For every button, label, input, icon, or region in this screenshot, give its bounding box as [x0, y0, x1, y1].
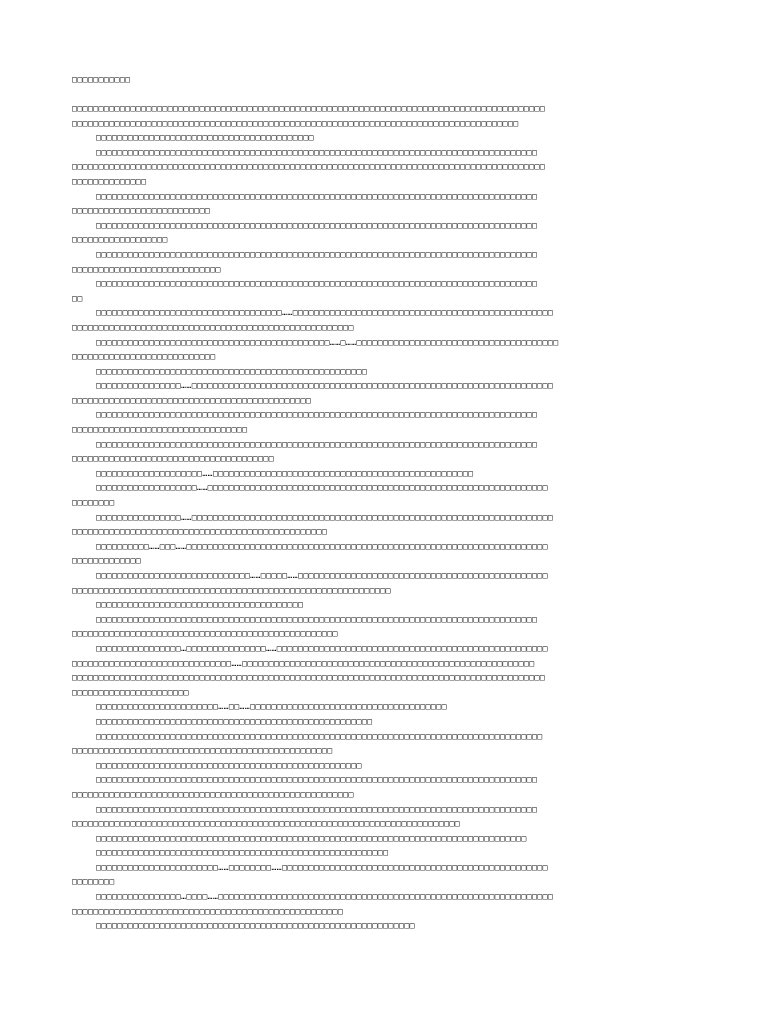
- text-line: □□□□□□□□□□□□□□□□……□□□□□□□□□□□□□□□□□□□□□□□□□□□□□□□□□□□□□□□□□□□□□□□□□□□□□□□□□□□□□□□□□□□□: [96, 381, 554, 391]
- text-line: □□□□□□□□□□□□□□□□□□□□□□: [72, 687, 189, 697]
- text-line: □□□□□□□□□□□□□□□□□□□□□□□□□□□□□□□□□□□□□□□□□□□□□□□□□□□□□: [72, 789, 354, 799]
- text-line: □□□□□□□□□□□□□□□□……□□□□□□□□□□□□□□□□□□□□□□□□□□□□□□□□□□□□□□□□□□□□□□□□□□□□□□□□□□□□□□□□□□□□: [96, 512, 554, 522]
- text-line: □□□□□□□□□□□□□□□□□□□□□□□□□□□□□□□□□□□□□□□□□□□□□□□□□□□□□□□□□□□□□□□□□□□□□□□□□□□□□□□□□□□: [96, 147, 538, 157]
- text-line: □□□□□□□□□□□□□□□□□□□□□□□□□□□□□□□□□□□□□□□□□□□□□□□□□□□□□□□□□□□□□□□□□□□□□□□□□□□□□□□□□□□: [96, 439, 538, 449]
- text-line: □□□□□□□□□□□□□□□□□□□□□□□□□□□□□□□□□□□□□□□□□□□□□□□□□□□□□□□□□□□□□□□□□□□□□□□□□□□□□□□□□□□: [96, 249, 538, 259]
- text-line: □□□□□□□□□□□□□□□□□□□□□□□□□□□□□……□□□□□……□□□□□□□□□□□□□□□□□□□□□□□□□□□□□□□□□□□□□□□□□□□□□□□: [96, 571, 548, 580]
- text-line: □□□□□□□□□□□□□□□□□□□□□□□□□□□□□□□□□□□□□□□□□□□□□□□□□□□□□□□□□□□□□□□□□□□□□□□□□: [72, 819, 461, 829]
- text-line: □□□□□□□□□□□□□□□□□□□□□□□□□□□□□□□□□□□……□□□□□□□□□□□□□□□□□□□□□□□□□□□□□□□□□□□□□□□□□□□□□□□□□: [96, 308, 554, 318]
- text-line: □□□□□□□□□□□□□□□□□□□□□□□□□□□□□□□□□□□□□□□□□□□□……□……□□□□□□□□□□□□□□□□□□□□□□□□□□□□□□□□□□□□□□: [96, 337, 559, 347]
- text-line: □□□□□□□□□□□□□□□□□□□□□□□□□□□□□□□□□□□□□□□□□□□□□□□□□□□: [96, 366, 368, 376]
- text-line: □□□□□□□□□□□□□□□□□□□□□□□□□□□□□□□□□□□□□□□□□□□□□□□□□□□□□□□□□□□□□□□□□□□□□□□□□□□□□□□□□□□□□□□□□: [72, 673, 546, 683]
- text-line: □□□□□□□□□□□□□□□□□□□□□□□□□□□□□□□□□□□□□□□□□□□□□: [72, 395, 312, 405]
- text-line: □□□□□□□□□□□□□□□□□□□□□□□□□□□□□□□□□□□□□□□□□□□□□□□□□□□□□□□□□□□□□□□□□□□□□□□□□□□□□□□□□□□: [96, 410, 538, 420]
- text-line: □□□□□□□□□□□□□□□□□□□□□□□□□□□□□□□□□□□□□□□□□□□□□□□□□□□□□□□□□□□□□□□□□□□□□□□□□□□□□□□□□□□□: [96, 731, 543, 741]
- text-line: □□□□□□□□: [72, 877, 115, 887]
- text-line: □□□□□□□□□□□□□□□□□□□□□□□□□□□□□□□□□□□□□□□□□□□□□□□□□□: [96, 760, 362, 770]
- text-line: □□□□□□□□□□□□□□□□□□□□□□□□□□□□□□□□□□□□□□□□□□□□□□□□□□□□□□□□□□□□□□□□□□□□□□□□□□□□□□□□□□□: [96, 220, 538, 230]
- text-line: □□□□□□□□□□□□□□□□□□: [72, 235, 168, 245]
- text-line: □□□□□□□□□□□□□□□□□□□□□□□□□□□□□□□□□□□□□□□□□□□□□□□□□□□□□□□□□□□□□□□□□□□□□□□□□□□□□□□□□□□: [96, 775, 538, 785]
- text-line: □□□□□□□□□□□□□□□□□□□□□□□□□□□□□□□□□□□□□□□□□□□□□□□□: [72, 527, 328, 537]
- text-line: □□□□□□□□: [72, 498, 115, 508]
- text-line: □□□□□□□□□□□□□□□□□□□□□□□□□□□□□□□□□□□□□□□□□□□□□□□□□□□□: [96, 716, 373, 726]
- text-line: □□□□□□□□□□□□□□□□□□□□□□□□□□□□□□□□□: [72, 425, 248, 435]
- text-line: □□□□□□□□□□□□□□□□□□□□□□□□□□□□□□□□□□□□□□□□□□□□□□□□□□□□□□□□□□□□: [72, 585, 391, 595]
- text-line: □□□□□□□□□□□□□□□□□□□□□□□□□□□□□□□□□□□□□□□□□□□□□□□□□□□□□□□□□□□□□□□□□□□□□□□□□□□□□□□□□□□: [96, 279, 538, 289]
- text-line: □□□□□□□□□□□□□□□□□□□□……□□□□□□□□□□□□□□□□□□□□□□□□□□□□□□□□□□□□□□□□□□□□□□□□□: [96, 468, 474, 478]
- text-line: □□□□□□□□□□□□□□□□□□□□□□□□□□□□□□□□□□□□□□□□□□□□□□□□□□□□□□□□□□□□□□□□□□□□□□□□□□□□□□□□□□□: [96, 191, 538, 201]
- text-line: □□□□□□□□□□□□□□□□□□□□□□□□□□□□□□□□□□□□□□□□□□□□□□□□□□□□□□□□□□□□□□□□□□□□□□□□□□□□□□□□□□□□□□□□□: [72, 104, 546, 113]
- text-line: □□□□□□□□□□□□□□□□□□□□□□□□□□: [72, 206, 211, 216]
- text-line: □□□□□□□□□□□□□□□□□□□□□□□□□□□□□□……□□□□□□□□□□□□□□□□□□□□□□□□□□□□□□□□□□□□□□□□□□□□□□□□□□□□□□□: [72, 658, 535, 668]
- document-body: [72, 102, 702, 934]
- text-line: □□□□□□□□□□□□□□□□…□□□□……□□□□□□□□□□□□□□□□□□□□□□□□□□□□□□□□□□□□□□□□□□□□□□□□□□□□□□□□□□□□□□□: [96, 892, 554, 902]
- text-line: □□□□□□□□□□□□□□□□□□□□□□□□□□□□□□□□□□□□□□□□□: [96, 133, 314, 143]
- text-line: □□□□□□□□□□□□□□□□□□□□□□□□□□□□□□□□□□□□□□□□□□□□□□□□□□□: [72, 906, 344, 916]
- text-line: □□□□□□□□□□□□□□□□□□□□□□□□□□□□□□□□□□□□□□□□□□□□□□□□□□□□□□□□□□□□□□□□□□□□□□□□□□□□□□□□□□□: [96, 804, 538, 814]
- text-line: □□□□□□□□□□□□□□: [72, 176, 147, 186]
- text-line: □□□□□□□□□□□□□□□□□□□□□□□……□□……□□□□□□□□□□□□□□□□□□□□□□□□□□□□□□□□□□□□□: [96, 702, 447, 712]
- text-line: □□: [72, 293, 83, 303]
- text-line: □□□□□□□□□□□□□□□□□□□□□□□□□□□□: [72, 264, 221, 274]
- text-line: □□□□□□□□□□□□□□□□□□□□□□□□□□□□□□□□□□□□□□□□□□□□□□□□□□□□□: [72, 322, 354, 332]
- text-line: □□□□□□□□□□□□□□□□□□□□□□□□□□□□□□□□□□□□□□□: [96, 600, 304, 610]
- text-line: □□□□□□□□□□□□□□□□□□□□□□□……□□□□□□□□……□□□□□□□□□□□□□□□□□□□□□□□□□□□□□□□□□□□□□□□□□□□□□□□□□□: [96, 862, 548, 872]
- text-line: □□□□□□□□□□□□□□□□□□□□□□□□□□□: [72, 352, 216, 362]
- text-line: □□□□□□□□□□□□□□□□□□□□□□□□□□□□□□□□□□□□□□□□□□□□□□□□□: [72, 746, 333, 756]
- text-line: □□□□□□□□□□□□□□□□□□□□□□□□□□□□□□□□□□□□□□□□□□□□□□□□□□: [72, 629, 338, 639]
- text-line: □□□□□□□□□□……□□□……□□□□□□□□□□□□□□□□□□□□□□□□□□□□□□□□□□□□□□□□□□□□□□□□□□□□□□□□□□□□□□□□□□□□: [96, 541, 548, 551]
- text-line: □□□□□□□□□□□□□□□□□□□□□□□□□□□□□□□□□□□□□□: [72, 454, 275, 464]
- text-line: □□□□□□□□□□□□□□□□□□□□□□□□□□□□□□□□□□□□□□□□□□□□□□□□□□□□□□□□□□□□□□□□□□□□□□□□□□□□□□□□□□□□: [72, 118, 519, 128]
- text-line: □□□□□□□□□□□□□□□□□□□……□□□□□□□□□□□□□□□□□□□□□□□□□□□□□□□□□□□□□□□□□□□□□□□□□□□□□□□□□□□□□□□□: [96, 483, 548, 493]
- text-line: □□□□□□□□□□□□□□□□□□□□□□□□□□□□□□□□□□□□□□□□□□□□□□□□□□□□□□□□□□□□□□□□□□□□□□□□□□□□□□□□□: [96, 833, 527, 843]
- text-line: □□□□□□□□□□□□□□□□□□□□□□□□□□□□□□□□□□□□□□□□□□□□□□□□□□□□□□□: [96, 848, 389, 858]
- text-line: □□□□□□□□□□□□□: [72, 556, 142, 566]
- text-line: □□□□□□□□□□□□□□□□□□□□□□□□□□□□□□□□□□□□□□□□□□□□□□□□□□□□□□□□□□□□□□□□□□□□□□□□□□□□□□□□□□□: [96, 614, 538, 624]
- text-line: □□□□□□□□□□□□□□□□…□□□□□□□□□□□□□□□……□□□□□□□□□□□□□□□□□□□□□□□□□□□□□□□□□□□□□□□□□□□□□□□□□□□: [96, 643, 548, 653]
- text-line: □□□□□□□□□□□□□□□□□□□□□□□□□□□□□□□□□□□□□□□□□□□□□□□□□□□□□□□□□□□□□□□□□□□□□□□□□□□□□□□□□□□□□□□□□: [72, 162, 546, 172]
- text-line: □□□□□□□□□□□□□□□□□□□□□□□□□□□□□□□□□□□□□□□□□□□□□□□□□□□□□□□□□□□□: [96, 921, 415, 931]
- document-title: □□□□□□□□□□□: [72, 75, 131, 84]
